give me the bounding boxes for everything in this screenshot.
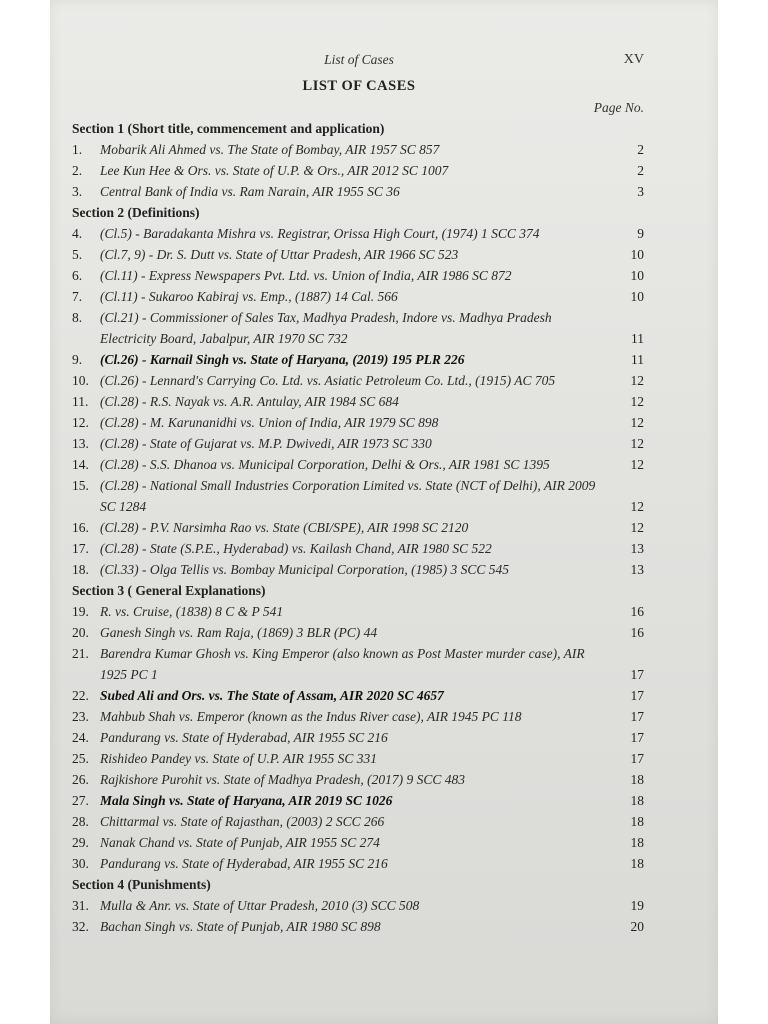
case-page-number: 13 [630,541,644,556]
case-page-number: 18 [630,856,644,871]
case-page-number: 16 [630,625,644,640]
case-page-number: 11 [631,352,644,367]
case-number: 32. [72,919,89,934]
case-page-number: 11 [631,331,644,346]
running-title: List of Cases [324,52,394,67]
case-entry [72,769,646,790]
case-page-number: 17 [630,751,644,766]
case-citation: Rishideo Pandey vs. State of U.P. AIR 1955 SC 331 [100,751,377,766]
case-page-number: 3 [637,184,644,199]
case-entry [72,223,646,244]
case-number: 26. [72,772,89,787]
case-entry [72,643,646,685]
case-citation: (Cl.28) - P.V. Narsimha Rao vs. State (CBI/SPE), AIR 1998 SC 2120 [100,520,469,535]
case-page-number: 12 [630,394,644,409]
case-citation: (Cl.11) - Sukaroo Kabiraj vs. Emp., (1887) 14 Cal. 566 [100,289,398,304]
case-entry [72,433,646,454]
case-citation: Mala Singh vs. State of Haryana, AIR 2019 SC 1026 [100,793,393,808]
case-number: 7. [72,289,83,304]
case-entry [72,475,646,517]
page-no-column-heading: Page No. [593,100,644,115]
case-entry [72,391,646,412]
case-number: 21. [72,646,89,661]
case-number: 31. [72,898,89,913]
case-number: 18. [72,562,89,577]
case-number: 1. [72,142,83,157]
case-entry [72,559,646,580]
case-entry [72,412,646,433]
case-entry [72,832,646,853]
case-page-number: 12 [630,373,644,388]
case-entry [72,811,646,832]
case-page-number: 10 [630,289,644,304]
case-entry [72,160,646,181]
case-list [72,118,646,937]
case-number: 25. [72,751,89,766]
case-number: 4. [72,226,83,241]
case-entry [72,895,646,916]
case-page-number: 2 [637,142,644,157]
case-page-number: 18 [630,772,644,787]
case-citation: Pandurang vs. State of Hyderabad, AIR 1955 SC 216 [100,730,388,745]
case-citation: Bachan Singh vs. State of Punjab, AIR 1980 SC 898 [100,919,381,934]
running-header [72,52,646,70]
case-number: 12. [72,415,89,430]
case-citation: (Cl.26) - Lennard's Carrying Co. Ltd. vs. Asiatic Petroleum Co. Ltd., (1915) AC 705 [100,373,556,388]
case-entry [72,349,646,370]
folio-number: XV [623,52,644,67]
case-number: 9. [72,352,83,367]
case-page-number: 17 [630,688,644,703]
case-citation: Chittarmal vs. State of Rajasthan, (2003) 2 SCC 266 [100,814,385,829]
case-number: 3. [72,184,83,199]
case-citation: Nanak Chand vs. State of Punjab, AIR 1955 SC 274 [100,835,380,850]
case-citation: Subed Ali and Ors. vs. The State of Assam, AIR 2020 SC 4657 [100,688,444,703]
case-citation: Mulla & Anr. vs. State of Uttar Pradesh, 2010 (3) SCC 508 [100,898,420,913]
case-page-number: 17 [630,730,644,745]
case-page-number: 12 [630,436,644,451]
case-number: 30. [72,856,89,871]
case-citation: (Cl.26) - Karnail Singh vs. State of Haryana, (2019) 195 PLR 226 [100,352,465,367]
case-page-number: 12 [630,457,644,472]
case-number: 29. [72,835,89,850]
case-number: 20. [72,625,89,640]
case-page-number: 16 [630,604,644,619]
book-page [72,0,646,1024]
section-heading: Section 4 (Punishments) [72,877,211,892]
case-number: 22. [72,688,89,703]
section-heading: Section 3 ( General Explanations) [72,583,266,598]
case-page-number: 9 [637,226,644,241]
case-citation: (Cl.11) - Express Newspapers Pvt. Ltd. vs. Union of India, AIR 1986 SC 872 [100,268,512,283]
case-page-number: 18 [630,835,644,850]
case-entry [72,853,646,874]
case-page-number: 17 [630,667,644,682]
case-citation: R. vs. Cruise, (1838) 8 C & P 541 [100,604,284,619]
case-entry [72,454,646,475]
case-page-number: 12 [630,520,644,535]
case-citation: Lee Kun Hee & Ors. vs. State of U.P. & Ors., AIR 2012 SC 1007 [100,163,449,178]
case-entry [72,139,646,160]
case-citation: Central Bank of India vs. Ram Narain, AIR 1955 SC 36 [100,184,400,199]
case-number: 10. [72,373,89,388]
case-page-number: 18 [630,814,644,829]
case-entry [72,370,646,391]
case-citation: (Cl.28) - R.S. Nayak vs. A.R. Antulay, AIR 1984 SC 684 [100,394,399,409]
case-page-number: 10 [630,268,644,283]
case-number: 19. [72,604,89,619]
case-entry [72,244,646,265]
case-number: 11. [72,394,89,409]
case-number: 27. [72,793,89,808]
case-number: 28. [72,814,89,829]
case-citation: (Cl.28) - National Small Industries Corporation Limited vs. State (NCT of Delhi), AIR 2009 SC 1284 [100,478,596,514]
case-citation: (Cl.21) - Commissioner of Sales Tax, Madhya Pradesh, Indore vs. Madhya Pradesh Electricity Board, Jabalpur, AIR 1970 SC 732 [100,310,552,346]
case-number: 2. [72,163,83,178]
case-citation: (Cl.28) - M. Karunanidhi vs. Union of India, AIR 1979 SC 898 [100,415,439,430]
case-page-number: 13 [630,562,644,577]
case-entry [72,307,646,349]
case-entry [72,265,646,286]
case-number: 16. [72,520,89,535]
case-citation: (Cl.7, 9) - Dr. S. Dutt vs. State of Uttar Pradesh, AIR 1966 SC 523 [100,247,459,262]
case-entry [72,706,646,727]
case-number: 15. [72,478,89,493]
case-citation: Ganesh Singh vs. Ram Raja, (1869) 3 BLR (PC) 44 [100,625,378,640]
page-title: LIST OF CASES [302,78,416,94]
case-page-number: 2 [637,163,644,178]
case-page-number: 19 [630,898,644,913]
case-citation: (Cl.28) - State of Gujarat vs. M.P. Dwivedi, AIR 1973 SC 330 [100,436,432,451]
case-entry [72,748,646,769]
case-number: 6. [72,268,83,283]
case-page-number: 12 [630,499,644,514]
case-number: 8. [72,310,83,325]
case-number: 24. [72,730,89,745]
section-heading: Section 2 (Definitions) [72,205,200,220]
case-entry [72,538,646,559]
case-entry [72,286,646,307]
case-citation: Mahbub Shah vs. Emperor (known as the Indus River case), AIR 1945 PC 118 [100,709,522,724]
case-page-number: 20 [630,919,644,934]
case-page-number: 18 [630,793,644,808]
case-citation: Pandurang vs. State of Hyderabad, AIR 1955 SC 216 [100,856,388,871]
case-entry [72,790,646,811]
section-heading: Section 1 (Short title, commencement and application) [72,121,385,136]
case-citation: (Cl.28) - S.S. Dhanoa vs. Municipal Corporation, Delhi & Ors., AIR 1981 SC 1395 [100,457,550,472]
case-page-number: 12 [630,415,644,430]
case-entry [72,517,646,538]
case-entry [72,601,646,622]
case-entry [72,916,646,937]
case-number: 13. [72,436,89,451]
case-citation: Mobarik Ali Ahmed vs. The State of Bombay, AIR 1957 SC 857 [100,142,440,157]
case-entry [72,181,646,202]
case-number: 5. [72,247,83,262]
case-number: 23. [72,709,89,724]
case-citation: (Cl.33) - Olga Tellis vs. Bombay Municipal Corporation, (1985) 3 SCC 545 [100,562,509,577]
case-page-number: 10 [630,247,644,262]
case-entry [72,727,646,748]
case-citation: Rajkishore Purohit vs. State of Madhya Pradesh, (2017) 9 SCC 483 [100,772,465,787]
case-citation: (Cl.5) - Baradakanta Mishra vs. Registrar, Orissa High Court, (1974) 1 SCC 374 [100,226,540,241]
case-entry [72,685,646,706]
case-number: 17. [72,541,89,556]
case-number: 14. [72,457,89,472]
case-page-number: 17 [630,709,644,724]
case-citation: Barendra Kumar Ghosh vs. King Emperor (also known as Post Master murder case), AIR 1925 PC 1 [100,646,585,682]
case-entry [72,622,646,643]
case-citation: (Cl.28) - State (S.P.E., Hyderabad) vs. Kailash Chand, AIR 1980 SC 522 [100,541,492,556]
